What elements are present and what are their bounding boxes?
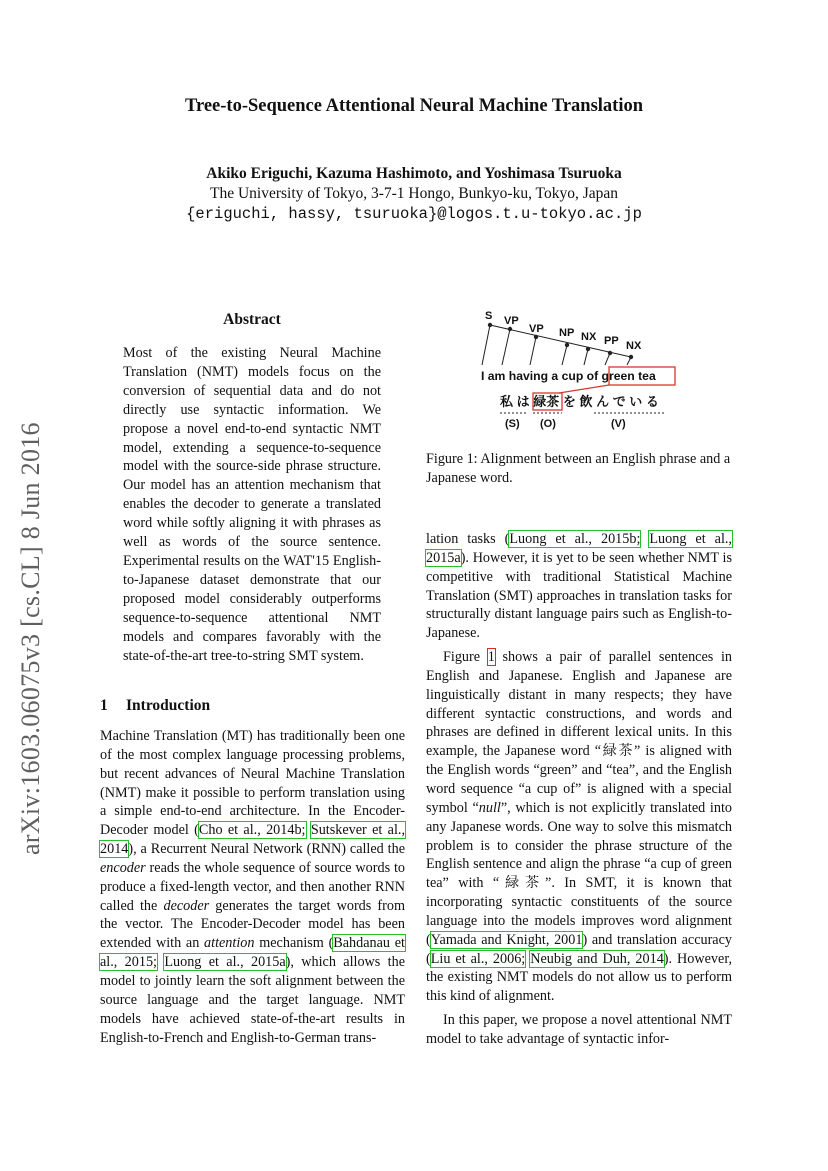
tree-label: PP xyxy=(604,335,619,347)
paragraph: In this paper, we propose a novel attentional NMT model to take advantage of syntactic infor- xyxy=(426,1012,732,1047)
right-column-body xyxy=(426,530,732,1049)
tree-label: NX xyxy=(581,331,597,343)
paragraph: Figure 1 shows a pair of parallel sentences in English and Japanese. English and Japanese are linguistically distant in many respects; they have different syntactic constructions, and words and phrases are defined in different lexical units. In this example, the Japanese word “緑茶” is aligned with the English words “green” and “tea”, and the English word sequence “a cup of” is aligned with a special symbol “null”, which is not explicitly translated into any Japanese words. One way to solve this mismatch problem is to consider the phrase structure of the English sentence and align the phrase “a cup of green tea” with “緑茶”. In SMT, it is known that incorporating syntactic constituents of the source language into the models improves word alignment (Yamada and Knight, 2001) and translation accuracy (Liu et al., 2006; Neubig and Duh, 2014). However, the existing NMT models do not allow us to perform this kind of alignment. xyxy=(426,649,733,1005)
abstract-text: Most of the existing Neural Machine Translation (NMT) models focus on the conversion of sequential data and do not directly use syntactic information. We propose a novel end-to-end syntactic NMT model, extending a sequence-to-sequence model with the source-side phrase structure. Our model has an attention mechanism that enables the decoder to generate a translated word while softly aligning it with phrases as well as words of the source sentence. Experimental results on the WAT'15 English-to-Japanese dataset demonstrate that our proposed model considerably outperforms sequence-to-sequence attentional NMT models and compares favorably with the state-of-the-art tree-to-string SMT system. xyxy=(123,345,381,664)
citation-link[interactable]: Sutskever et al., 2014 xyxy=(100,822,405,858)
paper-title: Tree-to-Sequence Attentional Neural Machine Translation xyxy=(184,96,643,116)
citation-link[interactable]: Yamada and Knight, 2001 xyxy=(430,931,583,948)
tree-node-labels xyxy=(485,310,642,352)
figure-1-alignment-diagram xyxy=(470,303,690,433)
citation-link[interactable]: Luong et al., 2015a xyxy=(426,531,732,566)
paragraph: lation tasks (Luong et al., 2015b; Luong et al., 2015a). However, it is yet to be seen whether NMT is competitive with traditional Statistical Machine Translation (SMT) approaches in translation tasks for structurally distant language pairs such as English-to-Japanese. xyxy=(426,531,732,642)
svg-text:(S): (S) xyxy=(505,418,520,430)
alignment-link xyxy=(559,385,609,393)
english-sentence: I am having a cup of green tea xyxy=(481,369,656,383)
role-labels xyxy=(505,418,626,430)
arxiv-sidebar xyxy=(16,0,56,1171)
svg-text:(V): (V) xyxy=(611,418,626,430)
arxiv-identifier[interactable]: arXiv:1603.06075v3 [cs.CL] 8 Jun 2016 xyxy=(16,422,45,855)
author-list: Akiko Eriguchi, Kazuma Hashimoto, and Yoshimasa Tsuruoka xyxy=(206,165,622,182)
left-column-body xyxy=(100,727,405,1047)
tree-label: NX xyxy=(626,340,642,352)
svg-text:(O): (O) xyxy=(540,418,556,430)
citation-link[interactable]: Cho et al., 2014b; xyxy=(198,822,306,839)
tree-label: S xyxy=(485,310,493,322)
intro-paragraph: Machine Translation (MT) has traditionally been one of the most complex language processing problems, but recent advances of Neural Machine Translation (NMT) make it possible to perform translation using a simple end-to-end architecture. In the Encoder-Decoder model (Cho et al., 2014b; Sutskever et al., 2014), a Recurrent Neural Network (RNN) called the encoder reads the whole sequence of source words to produce a fixed-length vector, and then another RNN called the decoder generates the target words from the vector. The Encoder-Decoder model has been extended with an attention mechanism (Bahdanau et al., 2015; Luong et al., 2015a), which allows the model to jointly learn the soft alignment between the source language and the target language. NMT models have achieved state-of-the-art results in English-to-French and English-to-German trans- xyxy=(100,728,406,1046)
abstract-heading: Abstract xyxy=(223,311,281,328)
tree-label: NP xyxy=(559,327,575,339)
japanese-sentence: 私 は 緑茶 を 飲 ん で い る xyxy=(500,394,659,409)
citation-link[interactable]: Luong et al., 2015b; xyxy=(509,531,641,547)
citation-link[interactable]: Neubig and Duh, 2014 xyxy=(530,950,664,967)
figure-caption: Figure 1: Alignment between an English phrase and a Japanese word. xyxy=(426,451,731,486)
citation-link[interactable]: Bahdanau et al., 2015; xyxy=(100,935,405,971)
author-emails: {eriguchi, hassy, tsuruoka}@logos.t.u-tokyo.ac.jp xyxy=(186,205,642,223)
section-heading xyxy=(100,697,210,715)
affiliation: The University of Tokyo, 3-7-1 Hongo, Bunkyo-ku, Tokyo, Japan xyxy=(210,185,618,202)
section-number: 1 xyxy=(100,697,108,714)
section-title: Introduction xyxy=(126,697,211,714)
tree-label: VP xyxy=(529,323,544,335)
citation-link[interactable]: Liu et al., 2006; xyxy=(430,950,526,967)
figure-reference-link[interactable]: 1 xyxy=(487,649,495,666)
citation-link[interactable]: Luong et al., 2015a xyxy=(164,954,286,971)
tree-label: VP xyxy=(504,315,519,327)
